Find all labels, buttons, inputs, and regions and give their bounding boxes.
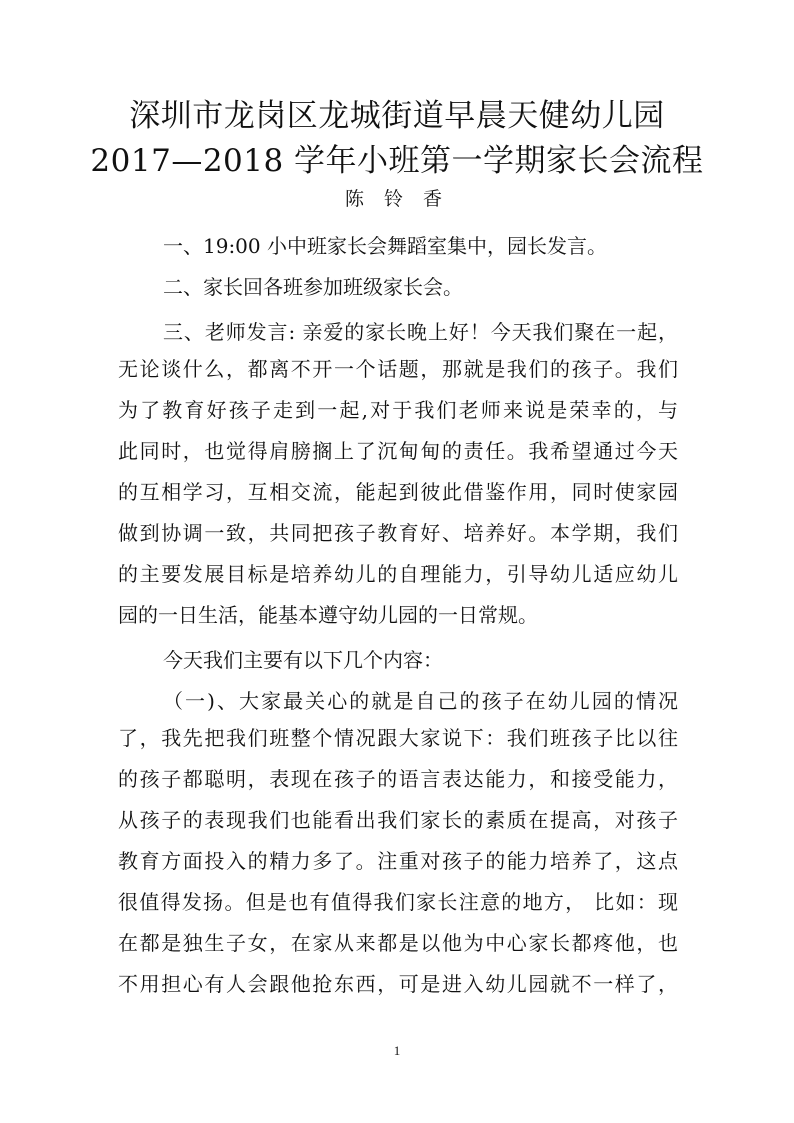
body-line: 今天我们主要有以下几个内容： xyxy=(163,648,443,672)
body-line: 一、19:00 小中班家长会舞蹈室集中，园长发言。 xyxy=(163,234,607,258)
body-line: 的孩子都聪明，表现在孩子的语言表达能力，和接受能力， xyxy=(118,767,678,791)
body-line: 不用担心有人会跟他抢东西，可是进入幼儿园就不一样了， xyxy=(118,972,678,996)
body-line: 的主要发展目标是培养幼儿的自理能力，引导幼儿适应幼儿 xyxy=(118,562,678,586)
body-line: 在都是独生子女，在家从来都是以他为中心家长都疼他，也 xyxy=(118,931,678,955)
body-line: 为了教育好孩子走到一起,对于我们老师来说是荣幸的，与 xyxy=(118,398,678,422)
document-title-line-1: 深圳市龙岗区龙城街道早晨天健幼儿园 xyxy=(129,98,665,134)
body-line: （一)、大家最关心的就是自己的孩子在幼儿园的情况 xyxy=(163,689,678,713)
body-line: 教育方面投入的精力多了。注重对孩子的能力培养了，这点 xyxy=(118,849,678,873)
document-title-line-2: 2017—2018 学年小班第一学期家长会流程 xyxy=(90,143,704,179)
body-line: 此同时，也觉得肩膀搁上了沉甸甸的责任。我希望通过今天 xyxy=(118,439,678,463)
body-line: 三、老师发言: 亲爱的家长晚上好！今天我们聚在一起， xyxy=(163,320,678,344)
author-name: 陈 铃 香 xyxy=(344,188,450,210)
body-line: 的互相学习，互相交流，能起到彼此借鉴作用，同时使家园 xyxy=(118,480,678,504)
body-line: 了，我先把我们班整个情况跟大家说下：我们班孩子比以往 xyxy=(118,726,678,750)
body-line: 做到协调一致，共同把孩子教育好、培养好。本学期，我们 xyxy=(118,521,678,545)
body-line: 无论谈什么，都离不开一个话题，那就是我们的孩子。我们 xyxy=(118,357,678,381)
page-number: 1 xyxy=(393,1043,401,1058)
body-line: 二、家长回各班参加班级家长会。 xyxy=(163,275,463,299)
body-line: 从孩子的表现我们也能看出我们家长的素质在提高，对孩子 xyxy=(118,808,678,832)
body-line: 很值得发扬。但是也有值得我们家长注意的地方， 比如：现 xyxy=(118,890,678,914)
body-line: 园的一日生活，能基本遵守幼儿园的一日常规。 xyxy=(118,603,538,627)
